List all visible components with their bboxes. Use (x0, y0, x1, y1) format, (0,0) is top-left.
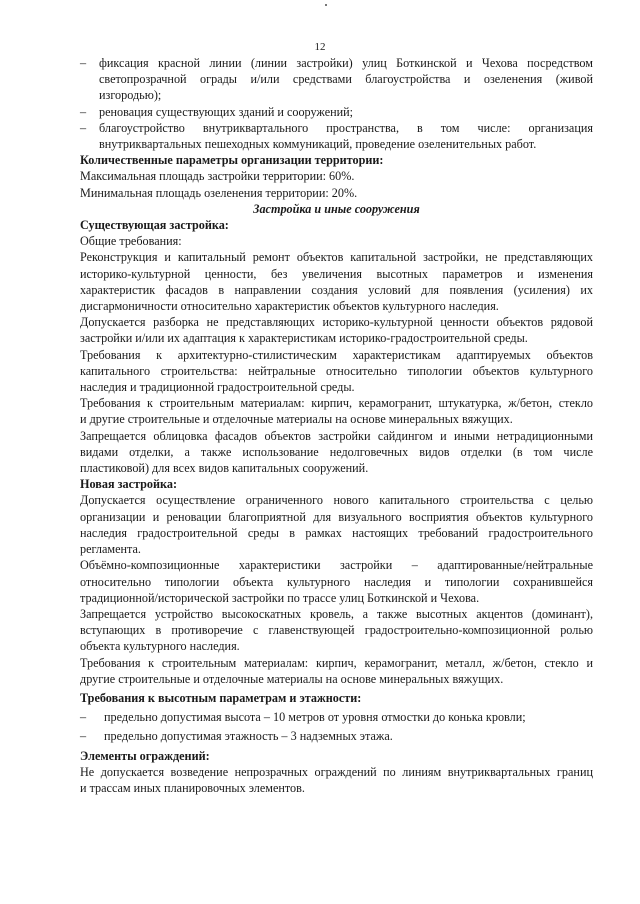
list-item (80, 709, 593, 725)
para-line: и другие строительные и отделочные материалы на основе минеральных вяжущих. (80, 412, 513, 427)
para-line: наследия градостроительной среды в рамках настоящих требований градостроительного (80, 525, 593, 540)
new-construction-heading: Новая застройка: (80, 477, 178, 492)
list-dash: – (80, 729, 87, 744)
height-heading: Требования к высотным параметрам и этажности: (80, 690, 362, 705)
para-line: Запрещается устройство высокоскатных кровель, а также высотных акцентов (доминант), (80, 606, 593, 621)
paragraph (80, 347, 593, 396)
para-line: характеристик фасадов в направлении создания условий для появления (усиления) их (80, 282, 593, 297)
paragraph (80, 249, 593, 314)
paragraph (80, 764, 593, 796)
list-dash: – (80, 710, 87, 725)
quant-line: Максимальная площадь застройки территории: 60%. (80, 169, 355, 184)
para-line: Допускается разборка не представляющих историко-культурной ценности объектов рядовой (80, 315, 593, 330)
list-line: предельно допустимая этажность – 3 надземных этажа. (104, 729, 393, 744)
paragraph (80, 655, 593, 687)
document-body (80, 55, 593, 796)
para-line: Требования к строительным материалам: кирпич, керамогранит, штукатурка, ж/бетон, стекло (80, 396, 593, 411)
paragraph (80, 428, 593, 477)
paragraph (80, 314, 593, 346)
para-line: историко-культурной ценности, без увеличения высотных параметров и изменения (80, 266, 593, 281)
para-line: организации и реновации благоприятной для визуального восприятия объектов культурного (80, 509, 593, 524)
quant-line: Минимальная площадь озеленения территории: 20%. (80, 185, 358, 200)
para-line: видами отделки, а также использование недолговечных видов отделки (в том числе (80, 444, 593, 459)
general-requirements-label: Общие требования: (80, 234, 182, 249)
list-line: изгородью); (99, 88, 162, 103)
fence-heading: Элементы ограждений: (80, 748, 210, 763)
list-line: реновация существующих зданий и сооружений; (99, 104, 354, 119)
para-line: относительно типологии объекта культурного наследия и типологии сохранившейся (80, 574, 593, 589)
list-dash: – (80, 104, 87, 119)
list-item (80, 104, 593, 120)
para-line: Требования к строительным материалам: кирпич, керамогранит, металл, ж/бетон, стекло и (80, 655, 593, 670)
list-line: предельно допустимая высота – 10 метров от уровня отмостки до конька кровли; (104, 710, 526, 725)
paragraph (80, 395, 593, 427)
para-line: пластиковой) для всех видов капитальных сооружений. (80, 461, 369, 476)
para-line: наследия и традиционной градостроительной среды. (80, 380, 355, 395)
para-line: Не допускается возведение непрозрачных ограждений по линиям внутриквартальных границ (80, 764, 593, 779)
list-line: внутриквартальных пешеходных коммуникаций, проведение озеленительных работ. (99, 137, 537, 152)
list-line: благоустройство внутриквартального пространства, в том числе: организация (99, 120, 593, 135)
list-item (80, 120, 593, 152)
para-line: вступающих в противоречие с главенствующей градостроительно-композиционной ролью (80, 623, 593, 638)
para-line: Запрещается облицовка фасадов объектов застройки сайдингом и иными нетрадиционными (80, 428, 593, 443)
para-line: другие строительные и отделочные материалы на основе минеральных вяжущих. (80, 671, 504, 686)
para-line: и трассам иных планировочных элементов. (80, 780, 305, 795)
para-line: дисгармоничности относительно характеристик объектов культурного наследия. (80, 299, 499, 314)
scan-artifact-dot (325, 4, 327, 6)
list-item (80, 728, 593, 744)
para-line: регламента. (80, 542, 141, 557)
list-line: фиксация красной линии (линии застройки) улиц Боткинской и Чехова посредством (99, 56, 593, 70)
list-dash: – (80, 56, 87, 70)
para-line: традиционной/исторической застройки по трассе улиц Боткинской и Чехова. (80, 590, 480, 605)
existing-heading: Существующая застройка: (80, 218, 229, 233)
list-dash: – (80, 120, 87, 135)
paragraph (80, 492, 593, 557)
list-item (80, 55, 593, 104)
para-line: объекта культурного наследия. (80, 639, 240, 654)
list-line: светопрозрачной ограды и/или средствами благоустройства и озеленения (живой (99, 72, 593, 87)
para-line: Объёмно-композиционные характеристики застройки – адаптированные/нейтральные (80, 558, 593, 573)
para-line: капитального строительства: нейтральные относительно типологии объектов культурного (80, 363, 593, 378)
paragraph (80, 557, 593, 606)
para-line: Реконструкция и капитальный ремонт объектов капитальной застройки, не представляющих (80, 250, 593, 265)
para-line: Требования к архитектурно-стилистическим характеристикам адаптируемых объектов (80, 347, 593, 362)
para-line: Допускается осуществление ограниченного нового капитального строительства с целью (80, 493, 593, 508)
paragraph (80, 606, 593, 655)
section-title: Застройка и иные сооружения (253, 201, 420, 216)
para-line: застройки и/или их адаптация к характеристикам историко-градостроительной среды. (80, 331, 528, 346)
quant-heading: Количественные параметры организации территории: (80, 153, 384, 168)
page-number: 12 (314, 41, 326, 53)
